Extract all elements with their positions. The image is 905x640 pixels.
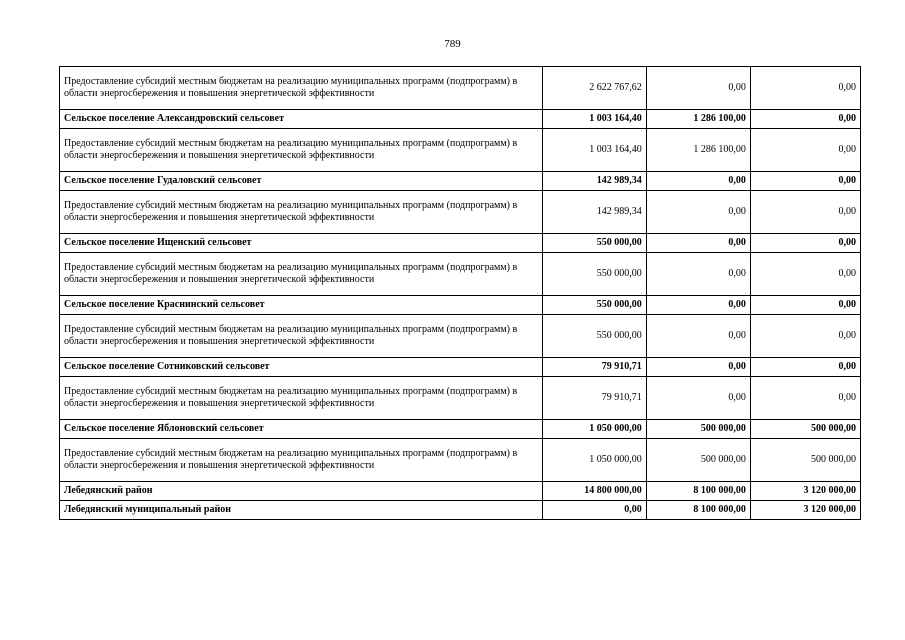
value-col1-cell: 1 003 164,40 xyxy=(542,110,646,129)
value-col2-cell: 0,00 xyxy=(646,253,750,296)
value-col1-cell: 1 050 000,00 xyxy=(542,439,646,482)
value-col3-cell: 500 000,00 xyxy=(750,439,860,482)
value-col1-cell: 79 910,71 xyxy=(542,358,646,377)
value-col1-cell: 1 050 000,00 xyxy=(542,420,646,439)
table-row xyxy=(60,377,861,420)
budget-table xyxy=(59,66,861,520)
value-col2-cell: 0,00 xyxy=(646,377,750,420)
value-col1-cell: 0,00 xyxy=(542,501,646,520)
table-row xyxy=(60,253,861,296)
row-name-cell: Лебедянский район xyxy=(60,482,543,501)
value-col2-cell: 1 286 100,00 xyxy=(646,110,750,129)
table-group-row xyxy=(60,482,861,501)
value-col2-cell: 0,00 xyxy=(646,67,750,110)
row-name-cell: Лебедянский муниципальный район xyxy=(60,501,543,520)
value-col1-cell: 550 000,00 xyxy=(542,315,646,358)
value-col3-cell: 0,00 xyxy=(750,315,860,358)
row-name-cell: Сельское поселение Сотниковский сельсовет xyxy=(60,358,543,377)
value-col3-cell: 0,00 xyxy=(750,358,860,377)
value-col2-cell: 0,00 xyxy=(646,296,750,315)
row-name-cell: Предоставление субсидий местным бюджетам на реализацию муниципальных программ (подпрограмм) в области энергосбережения и повышения энергетической эффективности xyxy=(60,439,543,482)
table-row xyxy=(60,67,861,110)
table-row xyxy=(60,191,861,234)
value-col1-cell: 550 000,00 xyxy=(542,296,646,315)
page-number: 789 xyxy=(444,38,461,50)
value-col2-cell: 8 100 000,00 xyxy=(646,482,750,501)
value-col3-cell: 0,00 xyxy=(750,296,860,315)
table-group-row xyxy=(60,234,861,253)
value-col2-cell: 1 286 100,00 xyxy=(646,129,750,172)
row-name-cell: Предоставление субсидий местным бюджетам на реализацию муниципальных программ (подпрограмм) в области энергосбережения и повышения энергетической эффективности xyxy=(60,191,543,234)
value-col3-cell: 0,00 xyxy=(750,253,860,296)
value-col2-cell: 500 000,00 xyxy=(646,420,750,439)
table-group-row xyxy=(60,358,861,377)
value-col2-cell: 0,00 xyxy=(646,191,750,234)
value-col3-cell: 0,00 xyxy=(750,110,860,129)
row-name-cell: Сельское поселение Яблоновский сельсовет xyxy=(60,420,543,439)
value-col2-cell: 0,00 xyxy=(646,234,750,253)
row-name-cell: Сельское поселение Гудаловский сельсовет xyxy=(60,172,543,191)
value-col3-cell: 3 120 000,00 xyxy=(750,482,860,501)
value-col3-cell: 0,00 xyxy=(750,377,860,420)
value-col1-cell: 2 622 767,62 xyxy=(542,67,646,110)
value-col3-cell: 500 000,00 xyxy=(750,420,860,439)
row-name-cell: Сельское поселение Краснинский сельсовет xyxy=(60,296,543,315)
table-group-row xyxy=(60,501,861,520)
value-col2-cell: 0,00 xyxy=(646,358,750,377)
table-row xyxy=(60,315,861,358)
row-name-cell: Сельское поселение Ищенский сельсовет xyxy=(60,234,543,253)
row-name-cell: Предоставление субсидий местным бюджетам на реализацию муниципальных программ (подпрограмм) в области энергосбережения и повышения энергетической эффективности xyxy=(60,377,543,420)
value-col3-cell: 0,00 xyxy=(750,191,860,234)
value-col3-cell: 0,00 xyxy=(750,129,860,172)
value-col1-cell: 550 000,00 xyxy=(542,253,646,296)
value-col3-cell: 0,00 xyxy=(750,234,860,253)
value-col3-cell: 3 120 000,00 xyxy=(750,501,860,520)
table-group-row xyxy=(60,110,861,129)
table-row xyxy=(60,129,861,172)
table-group-row xyxy=(60,172,861,191)
row-name-cell: Предоставление субсидий местным бюджетам на реализацию муниципальных программ (подпрограмм) в области энергосбережения и повышения энергетической эффективности xyxy=(60,67,543,110)
value-col1-cell: 1 003 164,40 xyxy=(542,129,646,172)
value-col1-cell: 14 800 000,00 xyxy=(542,482,646,501)
value-col1-cell: 142 989,34 xyxy=(542,172,646,191)
table-group-row xyxy=(60,420,861,439)
value-col2-cell: 500 000,00 xyxy=(646,439,750,482)
budget-table-body xyxy=(60,67,861,520)
value-col3-cell: 0,00 xyxy=(750,172,860,191)
value-col1-cell: 550 000,00 xyxy=(542,234,646,253)
value-col1-cell: 79 910,71 xyxy=(542,377,646,420)
table-group-row xyxy=(60,296,861,315)
value-col2-cell: 0,00 xyxy=(646,315,750,358)
value-col2-cell: 8 100 000,00 xyxy=(646,501,750,520)
value-col1-cell: 142 989,34 xyxy=(542,191,646,234)
value-col2-cell: 0,00 xyxy=(646,172,750,191)
row-name-cell: Предоставление субсидий местным бюджетам на реализацию муниципальных программ (подпрограмм) в области энергосбережения и повышения энергетической эффективности xyxy=(60,315,543,358)
row-name-cell: Предоставление субсидий местным бюджетам на реализацию муниципальных программ (подпрограмм) в области энергосбережения и повышения энергетической эффективности xyxy=(60,129,543,172)
row-name-cell: Сельское поселение Александровский сельсовет xyxy=(60,110,543,129)
value-col3-cell: 0,00 xyxy=(750,67,860,110)
table-row xyxy=(60,439,861,482)
row-name-cell: Предоставление субсидий местным бюджетам на реализацию муниципальных программ (подпрограмм) в области энергосбережения и повышения энергетической эффективности xyxy=(60,253,543,296)
